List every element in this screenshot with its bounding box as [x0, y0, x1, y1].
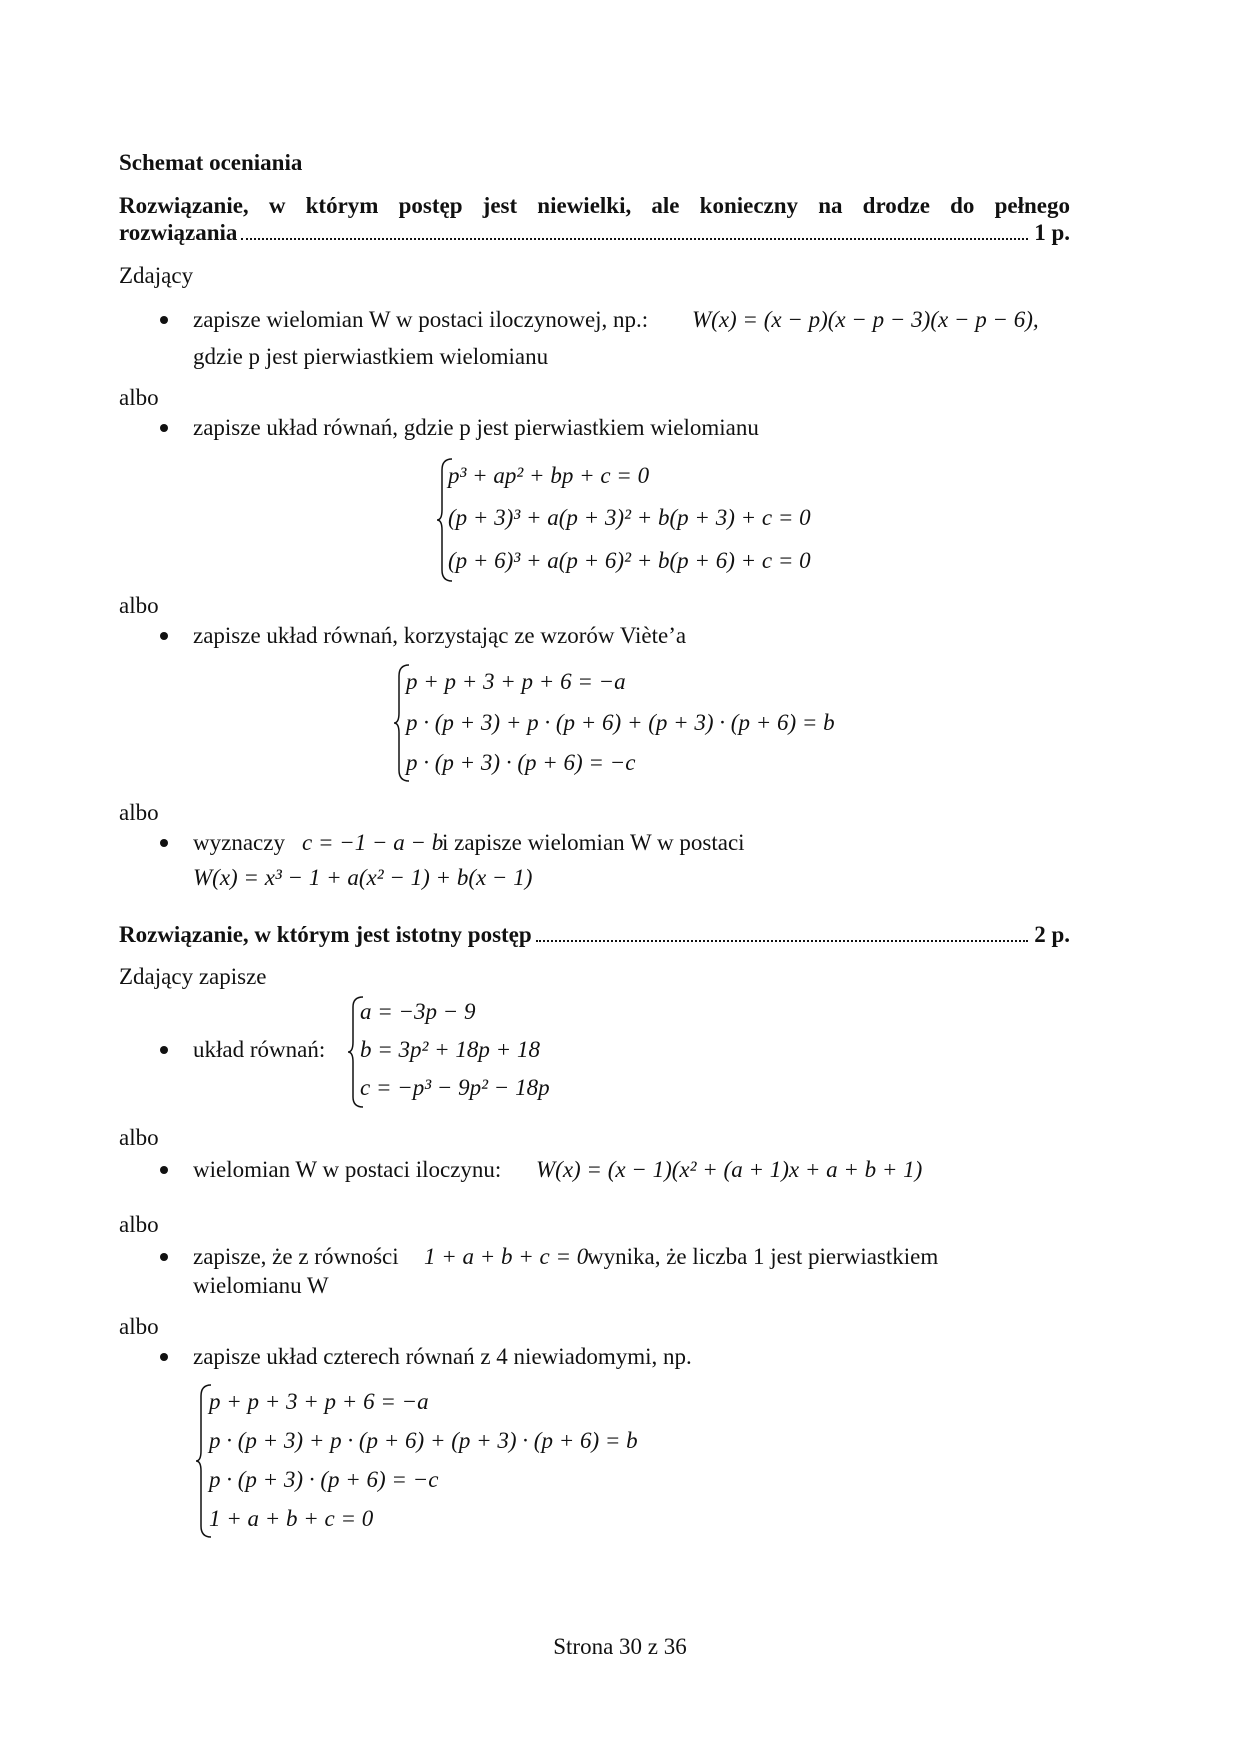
bullet8-eq2: p · (p + 3) + p · (p + 6) + (p + 3) · (p + 6) = b — [209, 1428, 638, 1453]
level1-title-line2 — [119, 220, 1070, 246]
bullet-icon — [160, 1046, 168, 1054]
albo-label: albo — [119, 800, 159, 825]
bullet7-text-a: zapisze, że z równości — [193, 1244, 399, 1269]
bullet8-eq3: p · (p + 3) · (p + 6) = −c — [209, 1467, 439, 1492]
bullet3-eq3: p · (p + 3) · (p + 6) = −c — [406, 750, 636, 775]
bullet2-eq3: (p + 6)³ + a(p + 6)² + b(p + 6) + c = 0 — [448, 548, 811, 573]
albo-label: albo — [119, 1125, 159, 1150]
bullet4-text-b: i zapisze wielomian W w postaci — [442, 830, 745, 855]
level2-title — [119, 922, 1070, 948]
bullet-icon — [160, 632, 168, 640]
bullet-icon — [160, 839, 168, 847]
bullet3-text: zapisze układ równań, korzystając ze wzorów Viète’a — [193, 623, 687, 648]
albo-label: albo — [119, 593, 159, 618]
bullet1-text2: gdzie p jest pierwiastkiem wielomianu — [193, 344, 549, 369]
bullet5-text: układ równań: — [193, 1037, 326, 1062]
bullet4-formula-c: c = −1 − a − b — [302, 830, 444, 855]
bullet2-eq2: (p + 3)³ + a(p + 3)² + b(p + 3) + c = 0 — [448, 505, 811, 530]
bullet8-eq1: p + p + 3 + p + 6 = −a — [209, 1389, 429, 1414]
albo-label: albo — [119, 1212, 159, 1237]
bullet6-text: wielomian W w postaci iloczynu: — [193, 1157, 502, 1182]
bullet7-text2: wielomianu W — [193, 1273, 329, 1298]
bullet-icon — [160, 316, 168, 324]
bullet-icon — [160, 1166, 168, 1174]
bullet4-text-a: wyznaczy — [193, 830, 285, 855]
dot-leader — [536, 940, 1029, 942]
bullet5-eq3: c = −p³ − 9p² − 18p — [360, 1075, 550, 1100]
level2-points: 2 p. — [1034, 922, 1070, 947]
bullet1-text: zapisze wielomian W w postaci iloczynowej, np.: — [193, 307, 649, 332]
bullet7-formula: 1 + a + b + c = 0 — [424, 1244, 589, 1269]
bullet5-eq1: a = −3p − 9 — [360, 999, 476, 1024]
page-number: Strona 30 z 36 — [553, 1634, 687, 1659]
bullet4-formula: W(x) = x³ − 1 + a(x² − 1) + b(x − 1) — [193, 865, 533, 890]
zdajacy-zapisze-label: Zdający zapisze — [119, 964, 267, 989]
dot-leader — [241, 238, 1028, 240]
bullet8-text: zapisze układ czterech równań z 4 niewiadomymi, np. — [193, 1344, 692, 1369]
bullet5-eq2: b = 3p² + 18p + 18 — [360, 1037, 540, 1062]
bullet-icon — [160, 1253, 168, 1261]
bullet2-text: zapisze układ równań, gdzie p jest pierwiastkiem wielomianu — [193, 415, 759, 440]
bullet7-text-b: wynika, że liczba 1 jest pierwiastkiem — [587, 1244, 939, 1269]
bullet-icon — [160, 1353, 168, 1361]
zdajacy-label: Zdający — [119, 263, 194, 288]
level1-points: 1 p. — [1034, 220, 1070, 245]
section-heading: Schemat oceniania — [119, 150, 303, 175]
bullet3-eq1: p + p + 3 + p + 6 = −a — [406, 669, 626, 694]
albo-label: albo — [119, 1314, 159, 1339]
level1-title-line1: Rozwiązanie, w którym postęp jest niewielki, ale konieczny na drodze do pełnego — [119, 193, 1070, 218]
bullet6-formula: W(x) = (x − 1)(x² + (a + 1)x + a + b + 1) — [536, 1157, 923, 1182]
bullet-icon — [160, 424, 168, 432]
bullet1-formula: W(x) = (x − p)(x − p − 3)(x − p − 6), — [692, 307, 1039, 332]
level2-title-text: Rozwiązanie, w którym jest istotny postęp — [119, 922, 532, 947]
level1-title-end: rozwiązania — [119, 220, 238, 245]
albo-label: albo — [119, 385, 159, 410]
bullet2-eq1: p³ + ap² + bp + c = 0 — [448, 463, 650, 488]
bullet8-eq4: 1 + a + b + c = 0 — [209, 1506, 374, 1531]
bullet3-eq2: p · (p + 3) + p · (p + 6) + (p + 3) · (p + 6) = b — [406, 710, 835, 735]
